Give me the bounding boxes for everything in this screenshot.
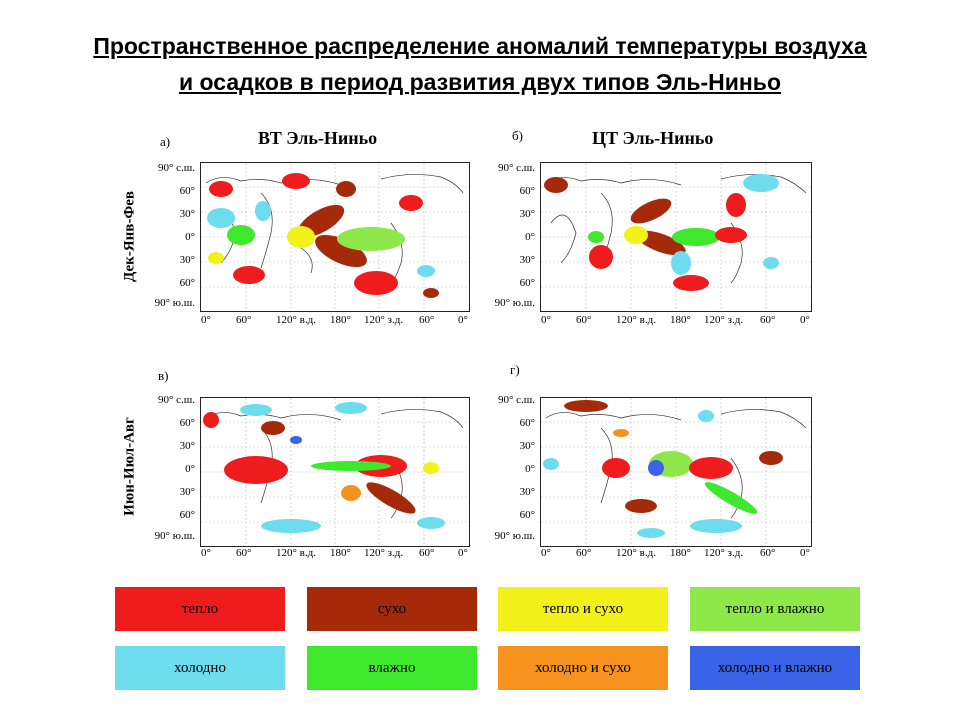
legend-label: тепло и влажно [725, 601, 825, 617]
lon-label: 0° [541, 314, 551, 326]
lat-label: 0° [525, 231, 535, 243]
panel-letter-d: г) [510, 362, 520, 377]
legend-item-warm-wet [690, 587, 860, 631]
legend-label: холодно [174, 660, 226, 676]
lon-label: 60° [236, 547, 252, 559]
lat-label: 90° ю.ш. [154, 530, 195, 542]
lon-label: 0° [800, 314, 810, 326]
lat-label: 60° [519, 185, 535, 197]
lon-label: 180° [670, 547, 691, 559]
lon-label: 120° в.д. [276, 314, 316, 326]
lat-label: 60° [519, 277, 535, 289]
lon-label: 120° з.д. [364, 547, 404, 559]
lon-label: 60° [760, 314, 776, 326]
legend-item-cold-wet [690, 646, 860, 690]
lat-label: 30° [519, 486, 535, 498]
lat-label: 60° [179, 417, 195, 429]
legend-label: тепло [181, 601, 219, 617]
legend-item-wet [307, 646, 477, 690]
lat-label: 90° с.ш. [497, 162, 535, 174]
lat-label: 90° ю.ш. [154, 297, 195, 309]
lon-label: 60° [236, 314, 252, 326]
lat-label: 60° [519, 417, 535, 429]
lon-label: 60° [419, 547, 435, 559]
panel-heading-b: ЦТ Эль-Ниньо [592, 128, 714, 148]
lat-label: 30° [519, 440, 535, 452]
lat-label: 60° [179, 185, 195, 197]
map-panel-a [200, 162, 470, 312]
lat-label: 30° [519, 254, 535, 266]
lat-label: 0° [525, 463, 535, 475]
lon-label: 0° [458, 314, 468, 326]
lon-label: 120° з.д. [364, 314, 404, 326]
title-line-1: Пространственное распределение аномалий температуры воздуха [93, 33, 867, 59]
season-label-top: Дек-Янв-Фев [121, 191, 138, 283]
legend-item-dry [307, 587, 477, 631]
lat-label: 90° ю.ш. [494, 297, 535, 309]
legend-item-cold-dry [498, 646, 668, 690]
lat-label: 90° ю.ш. [494, 530, 535, 542]
lon-label: 180° [330, 314, 351, 326]
lon-label: 60° [576, 314, 592, 326]
lat-label: 90° с.ш. [157, 162, 195, 174]
lat-label: 30° [519, 208, 535, 220]
legend-item-warm-dry [498, 587, 668, 631]
legend-item-cold [115, 646, 285, 690]
lat-label: 30° [179, 254, 195, 266]
legend-item-warm [115, 587, 285, 631]
lon-label: 120° з.д. [704, 547, 744, 559]
lat-label: 0° [185, 231, 195, 243]
lat-label: 60° [179, 277, 195, 289]
lat-label: 30° [179, 440, 195, 452]
panel-letter-a: а) [160, 134, 171, 149]
title-line-2: и осадков в период развития двух типов Эль-Ниньо [178, 69, 782, 95]
lon-label: 60° [576, 547, 592, 559]
lat-label: 60° [519, 509, 535, 521]
lon-label: 180° [330, 547, 351, 559]
lat-label: 90° с.ш. [497, 394, 535, 406]
lon-label: 180° [670, 314, 691, 326]
lon-label: 0° [541, 547, 551, 559]
lon-label: 0° [201, 547, 211, 559]
lat-label: 30° [179, 208, 195, 220]
panel-heading-a: ВТ Эль-Ниньо [258, 128, 378, 148]
lon-label: 120° в.д. [616, 547, 656, 559]
lat-label: 30° [179, 486, 195, 498]
lat-label: 0° [185, 463, 195, 475]
panel-letter-c: в) [158, 368, 169, 383]
lon-label: 120° з.д. [704, 314, 744, 326]
lat-label: 90° с.ш. [157, 394, 195, 406]
legend-label: холодно и влажно [717, 660, 833, 676]
lat-label: 60° [179, 509, 195, 521]
season-label-bottom: Июн-Июл-Авг [121, 417, 138, 516]
lon-label: 0° [201, 314, 211, 326]
legend-label: холодно и сухо [535, 660, 631, 676]
lon-label: 60° [419, 314, 435, 326]
lon-label: 60° [760, 547, 776, 559]
map-panel-c [200, 397, 470, 547]
lon-label: 120° в.д. [616, 314, 656, 326]
map-panel-b [540, 162, 812, 312]
legend-label: сухо [377, 601, 407, 617]
lon-label: 120° в.д. [276, 547, 316, 559]
map-panel-d [540, 397, 812, 547]
lon-label: 0° [458, 547, 468, 559]
lon-label: 0° [800, 547, 810, 559]
legend-label: влажно [368, 660, 416, 676]
legend-label: тепло и сухо [542, 601, 624, 617]
panel-letter-b: б) [512, 128, 523, 143]
